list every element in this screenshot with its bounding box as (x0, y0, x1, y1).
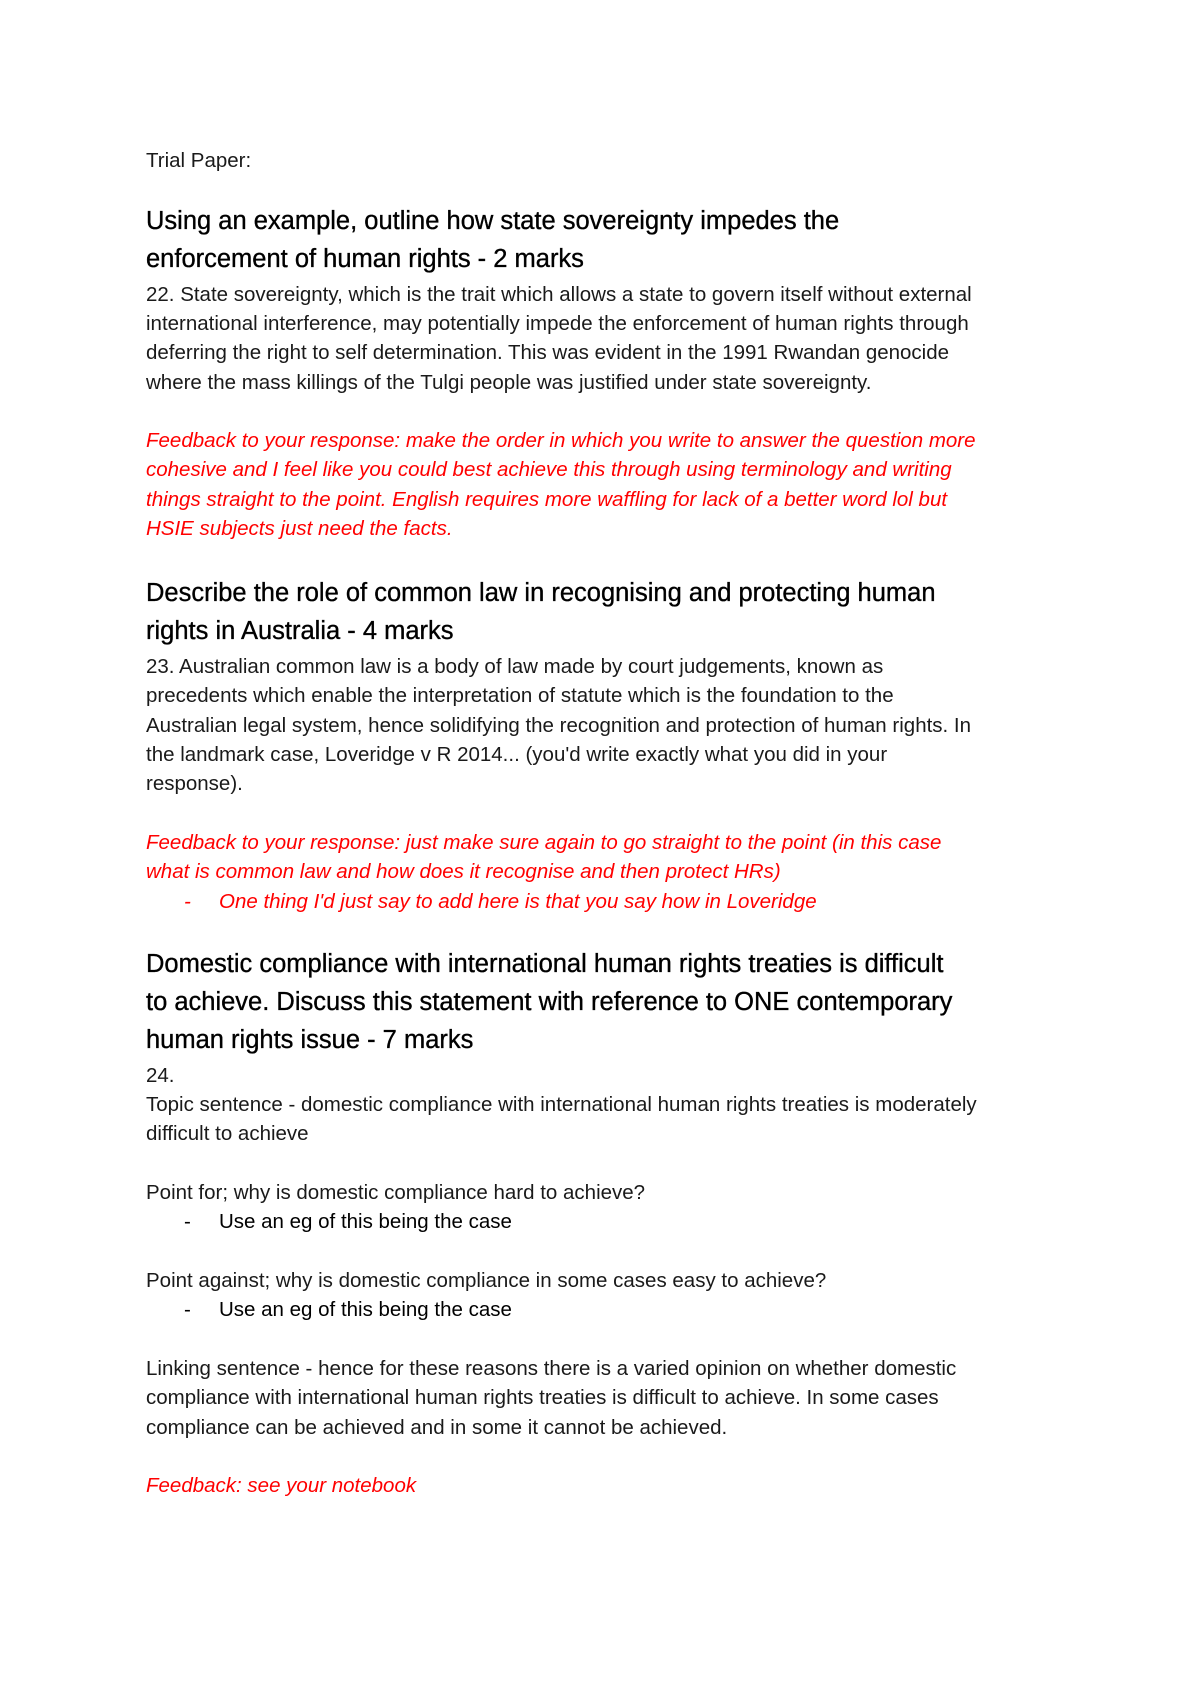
q23-answer-line-2: precedents which enable the interpretation of statute which is the foundation to the (146, 684, 894, 707)
q24-heading-line-1: Domestic compliance with international human rights treaties is difficult (146, 950, 944, 978)
q23-heading-line-1: Describe the role of common law in recognising and protecting human (146, 579, 936, 607)
q24-point-against-bullet-text: Use an eg of this being the case (219, 1298, 512, 1321)
q24-topic-line-1: Topic sentence - domestic compliance with international human rights treaties is moderately (146, 1093, 977, 1116)
q24-point-for: Point for; why is domestic compliance hard to achieve? (146, 1181, 646, 1204)
q23-feedback-line-1: Feedback to your response: just make sure again to go straight to the point (in this case (146, 831, 942, 854)
q22-feedback-line-3: things straight to the point. English requires more waffling for lack of a better word lol but (146, 488, 948, 511)
q24-linking-line-3: compliance can be achieved and in some it cannot be achieved. (146, 1416, 728, 1439)
q24-point-against-bullet-dash: - (184, 1298, 191, 1321)
doc-title: Trial Paper: (146, 149, 252, 172)
q22-feedback-line-1: Feedback to your response: make the order in which you write to answer the question more (146, 429, 976, 452)
q22-feedback-line-4: HSIE subjects just need the facts. (146, 517, 453, 540)
q23-answer-line-3: Australian legal system, hence solidifying the recognition and protection of human rights. In (146, 714, 972, 737)
q23-feedback-bullet-dash: - (184, 890, 191, 913)
q23-answer-line-4: the landmark case, Loveridge v R 2014... (you'd write exactly what you did in your (146, 743, 888, 766)
q24-heading-line-2: to achieve. Discuss this statement with reference to ONE contemporary (146, 988, 953, 1016)
q22-feedback-line-2: cohesive and I feel like you could best achieve this through using terminology and writing (146, 458, 952, 481)
q24-linking-line-2: compliance with international human rights treaties is difficult to achieve. In some cases (146, 1386, 939, 1409)
q24-number: 24. (146, 1064, 175, 1087)
q22-heading-line-1: Using an example, outline how state sovereignty impedes the (146, 207, 840, 235)
q24-topic-line-2: difficult to achieve (146, 1122, 309, 1145)
q23-answer-line-1: 23. Australian common law is a body of law made by court judgements, known as (146, 655, 884, 678)
q24-linking-line-1: Linking sentence - hence for these reasons there is a varied opinion on whether domestic (146, 1357, 957, 1380)
q23-heading-line-2: rights in Australia - 4 marks (146, 617, 454, 645)
q22-heading-line-2: enforcement of human rights - 2 marks (146, 245, 584, 273)
q23-answer-line-5: response). (146, 772, 243, 795)
q23-feedback-line-2: what is common law and how does it recognise and then protect HRs) (146, 860, 781, 883)
q22-answer-line-4: where the mass killings of the Tulgi people was justified under state sovereignty. (146, 371, 872, 394)
q23-feedback-bullet-text: One thing I'd just say to add here is that you say how in Loveridge (219, 890, 817, 913)
q24-point-for-bullet-text: Use an eg of this being the case (219, 1210, 512, 1233)
q24-heading-line-3: human rights issue - 7 marks (146, 1026, 474, 1054)
q24-point-for-bullet-dash: - (184, 1210, 191, 1233)
q22-answer-line-3: deferring the right to self determination. This was evident in the 1991 Rwandan genocide (146, 341, 950, 364)
q22-answer-line-1: 22. State sovereignty, which is the trait which allows a state to govern itself without external (146, 283, 972, 306)
q24-point-against: Point against; why is domestic compliance in some cases easy to achieve? (146, 1269, 827, 1292)
q22-answer-line-2: international interference, may potentially impede the enforcement of human rights through (146, 312, 969, 335)
q24-feedback: Feedback: see your notebook (146, 1474, 417, 1497)
